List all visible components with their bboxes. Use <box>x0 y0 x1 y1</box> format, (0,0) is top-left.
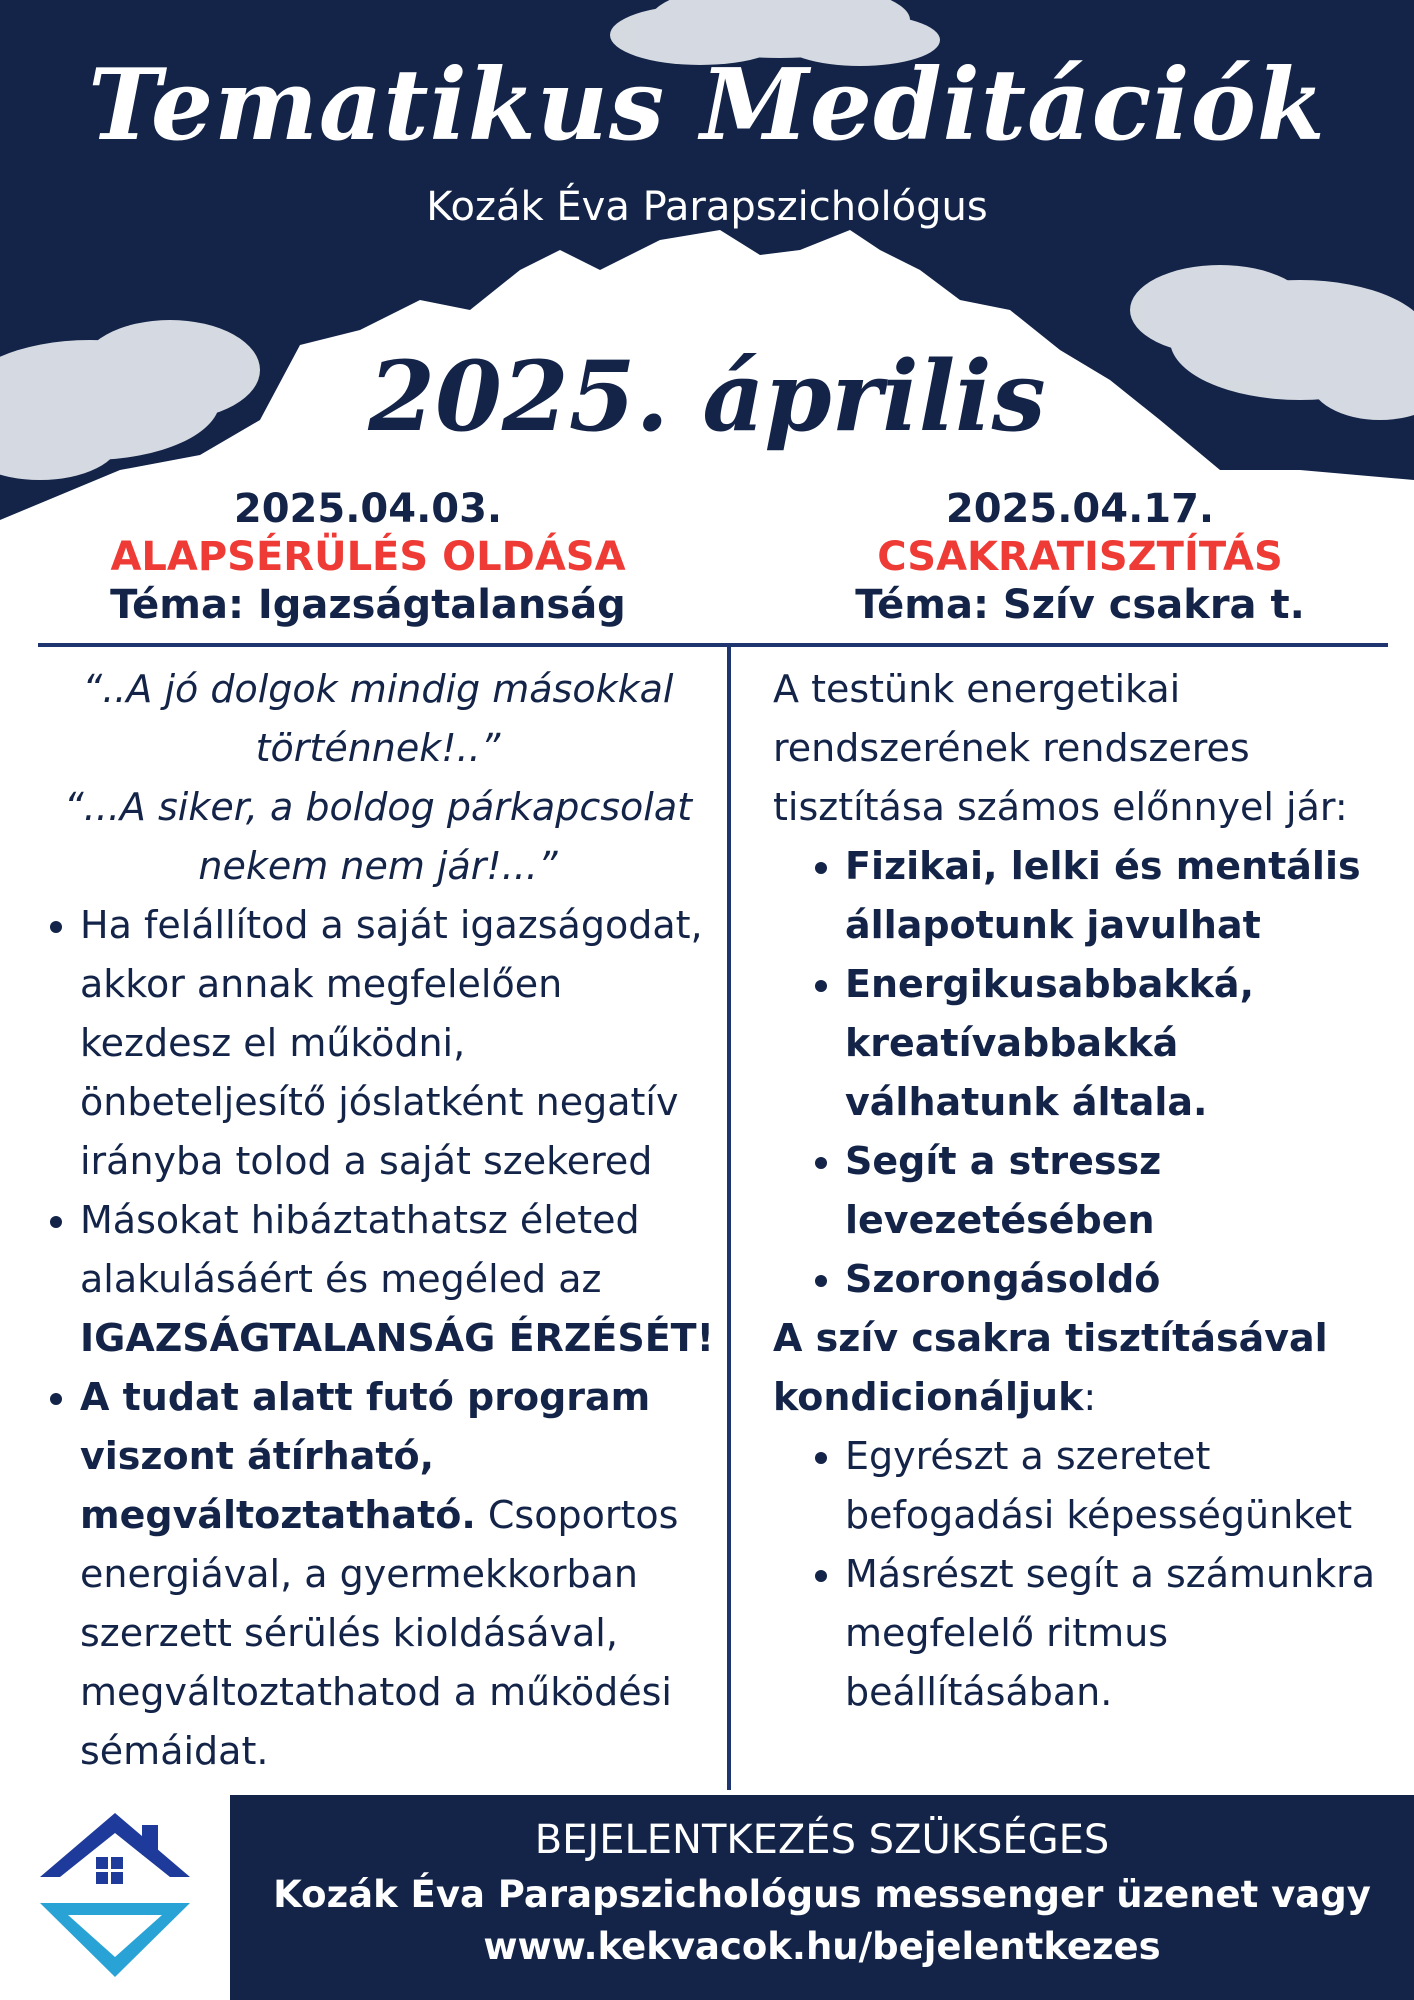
left-column-header <box>38 485 698 629</box>
quote: “..A jó dolgok mindig másokkal történnek!..” <box>82 667 674 770</box>
left-column-body <box>38 660 718 1781</box>
footer-url-link[interactable]: www.kekvacok.hu/bejelentkezes <box>483 1925 1161 1968</box>
list-item <box>845 955 1388 1132</box>
list-item-emphasis: IGAZSÁGTALANSÁG ÉRZÉSÉT! <box>80 1316 714 1360</box>
list-item-text: Fizikai, lelki és mentális állapotunk javulhat <box>845 844 1361 947</box>
event-name: CSAKRATISZTÍTÁS <box>877 534 1283 580</box>
vertical-divider <box>727 647 731 1790</box>
list-item-emphasis: A tudat alatt futó program viszont átírható, megváltoztatható. <box>80 1375 651 1537</box>
list-item <box>845 1545 1388 1722</box>
page-subtitle: Kozák Éva Parapszichológus <box>426 184 988 230</box>
heart-chakra-bold: A szív csakra tisztításával kondicionáljuk <box>773 1316 1328 1419</box>
list-item-text: Segít a stressz levezetésében <box>845 1139 1162 1242</box>
footer-contact: Kozák Éva Parapszichológus messenger üzenet vagy <box>273 1873 1371 1916</box>
list-item-text: Csoportos energiával, a gyermekkorban szerzett sérülés kioldásával, megváltoztathatod a működési sémáidat. <box>80 1493 679 1773</box>
list-item-text: Ha felállítod a saját igazságodat, akkor annak megfelelően kezdesz el működni, önbeteljesítő jóslatként negatív irányba tolod a saját szekered <box>80 903 703 1183</box>
list-item-text: Másokat hibáztathatsz életed alakulásáért és megéled az <box>80 1198 640 1301</box>
list-item-text: Szorongásoldó <box>845 1257 1161 1301</box>
house-logo-icon <box>30 1805 200 1985</box>
heart-chakra-list <box>773 1427 1388 1722</box>
list-item-text: Egyrészt a szeretet befogadási képességünket <box>845 1434 1353 1537</box>
list-item <box>845 1132 1388 1250</box>
list-item <box>845 837 1388 955</box>
footer-banner <box>230 1795 1414 2000</box>
month-heading: 2025. április <box>368 340 1046 453</box>
list-item <box>80 896 718 1191</box>
quote: “...A siker, a boldog párkapcsolat nekem nem jár!...” <box>63 785 693 888</box>
left-bullet-list <box>38 896 718 1781</box>
benefits-list <box>773 837 1388 1309</box>
right-column-body <box>773 660 1388 1722</box>
list-item <box>80 1191 718 1368</box>
intro-text: A testünk energetikai rendszerének rendszeres tisztítása számos előnnyel jár: <box>773 667 1348 829</box>
list-item-text: Energikusabbakká, kreatívabbakká válhatunk általa. <box>845 962 1255 1124</box>
list-item <box>845 1250 1388 1309</box>
event-topic: Téma: Igazságtalanság <box>110 582 626 628</box>
footer-registration-note: BEJELENTKEZÉS SZÜKSÉGES <box>534 1817 1110 1863</box>
event-date: 2025.04.03. <box>233 486 503 532</box>
list-item <box>845 1427 1388 1545</box>
list-item-text: Másrészt segít a számunkra megfelelő ritmus beállításában. <box>845 1552 1376 1714</box>
right-column-header <box>760 485 1400 629</box>
heart-chakra-heading <box>773 1309 1388 1427</box>
page-title: Tematikus Meditációk <box>88 48 1326 163</box>
event-name: ALAPSÉRÜLÉS OLDÁSA <box>110 534 626 580</box>
heart-chakra-colon: : <box>1083 1375 1097 1419</box>
horizontal-divider <box>38 643 1388 647</box>
list-item <box>80 1368 718 1781</box>
event-topic: Téma: Szív csakra t. <box>855 582 1305 628</box>
event-date: 2025.04.17. <box>945 486 1215 532</box>
